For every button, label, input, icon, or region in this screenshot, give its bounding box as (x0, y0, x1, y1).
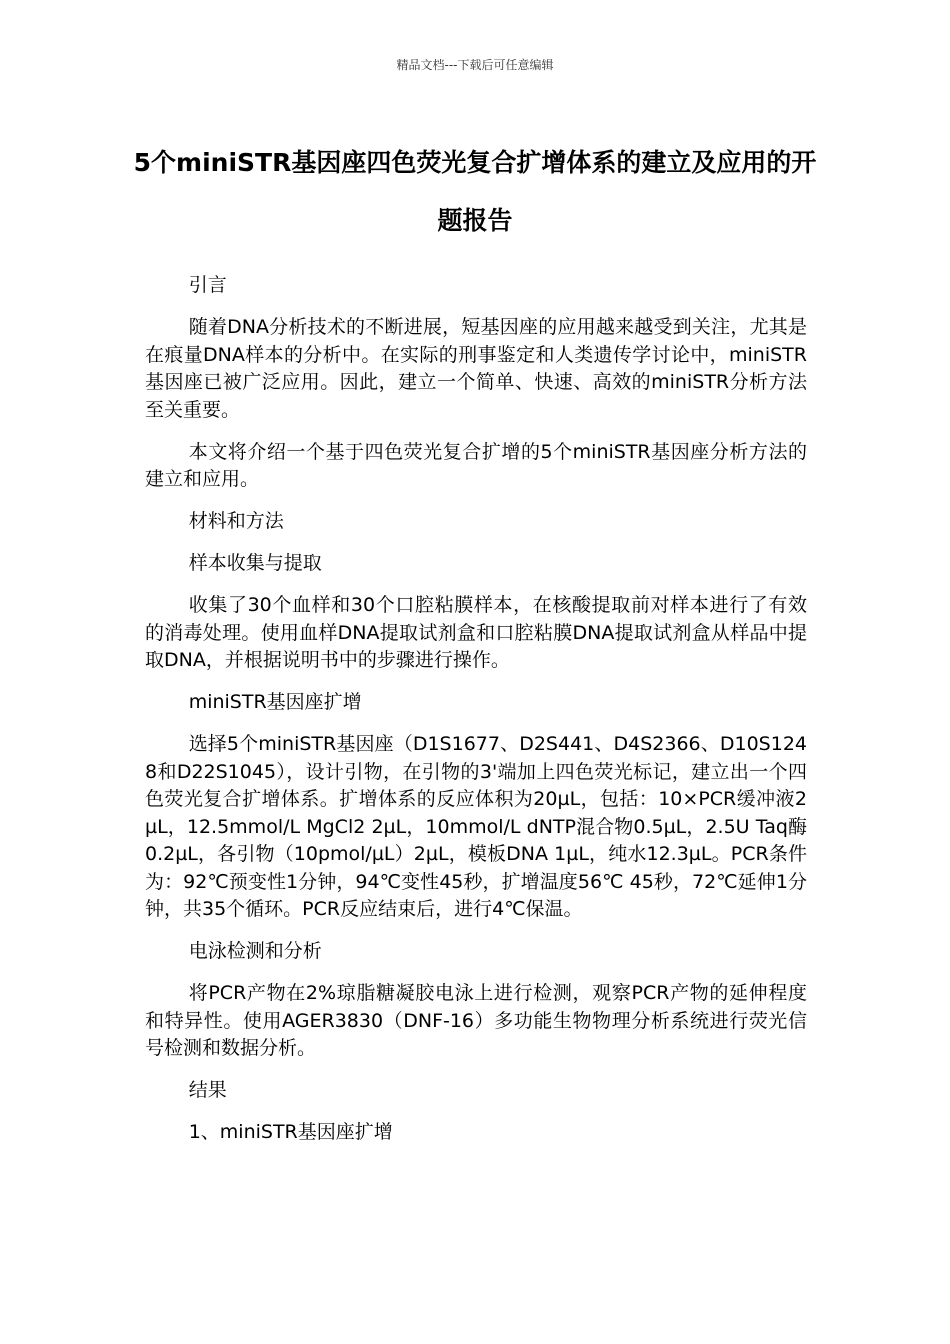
document-body (145, 272, 807, 1161)
subheading-electrophoresis: 电泳检测和分析 (188, 940, 322, 962)
paragraph-introduction: 随着DNA分析技术的不断进展，短基因座的应用越来越受到关注，尤其是在痕量DNA样本的分析中。在实际的刑事鉴定和人类遗传学讨论中，miniSTR基因座已被广泛应用。因此，建立一个简单、快速、高效的miniSTR分析方法至关重要。 (145, 316, 807, 421)
paragraph-overview: 本文将介绍一个基于四色荧光复合扩增的5个miniSTR基因座分析方法的建立和应用。 (145, 440, 807, 490)
document-title: 5个miniSTR基因座四色荧光复合扩增体系的建立及应用的开题报告 (133, 148, 817, 235)
section-heading-introduction: 引言 (188, 274, 227, 296)
subheading-sample-collection: 样本收集与提取 (188, 552, 322, 574)
paragraph-sample-collection: 收集了30个血样和30个口腔粘膜样本，在核酸提取前对样本进行了有效的消毒处理。使用血样DNA提取试剂盒和口腔粘膜DNA提取试剂盒从样品中提取DNA，并根据说明书中的步骤进行操作。 (145, 594, 807, 671)
section-heading-results: 结果 (188, 1079, 227, 1101)
subheading-ministr-amplification: miniSTR基因座扩增 (188, 691, 362, 713)
subheading-results-1: 1、miniSTR基因座扩增 (188, 1121, 393, 1143)
paragraph-electrophoresis: 将PCR产物在2%琼脂糖凝胶电泳上进行检测，观察PCR产物的延伸程度和特异性。使用AGER3830（DNF-16）多功能生物物理分析系统进行荧光信号检测和数据分析。 (145, 982, 807, 1059)
page-header-note: 精品文档---下载后可任意编辑 (396, 58, 554, 72)
paragraph-ministr-amplification: 选择5个miniSTR基因座（D1S1677、D2S441、D4S2366、D10S1248和D22S1045），设计引物，在引物的3'端加上四色荧光标记，建立出一个四色荧光复合扩增体系。扩增体系的反应体积为20µL，包括：10×PCR缓冲液2µL，12.5mmol/L MgCl2 2µL，10mmol/L dNTP混合物0.5µL，2.5U Taq酶0.2µL，各引物（10pmol/µL）2µL，模板DNA 1µL，纯水12.3µL。PCR条件为：92℃预变性1分钟，94℃变性45秒，扩增温度56℃ 45秒，72℃延伸1分钟，共35个循环。PCR反应结束后，进行4℃保温。 (145, 733, 807, 920)
section-heading-materials-methods: 材料和方法 (188, 510, 284, 532)
